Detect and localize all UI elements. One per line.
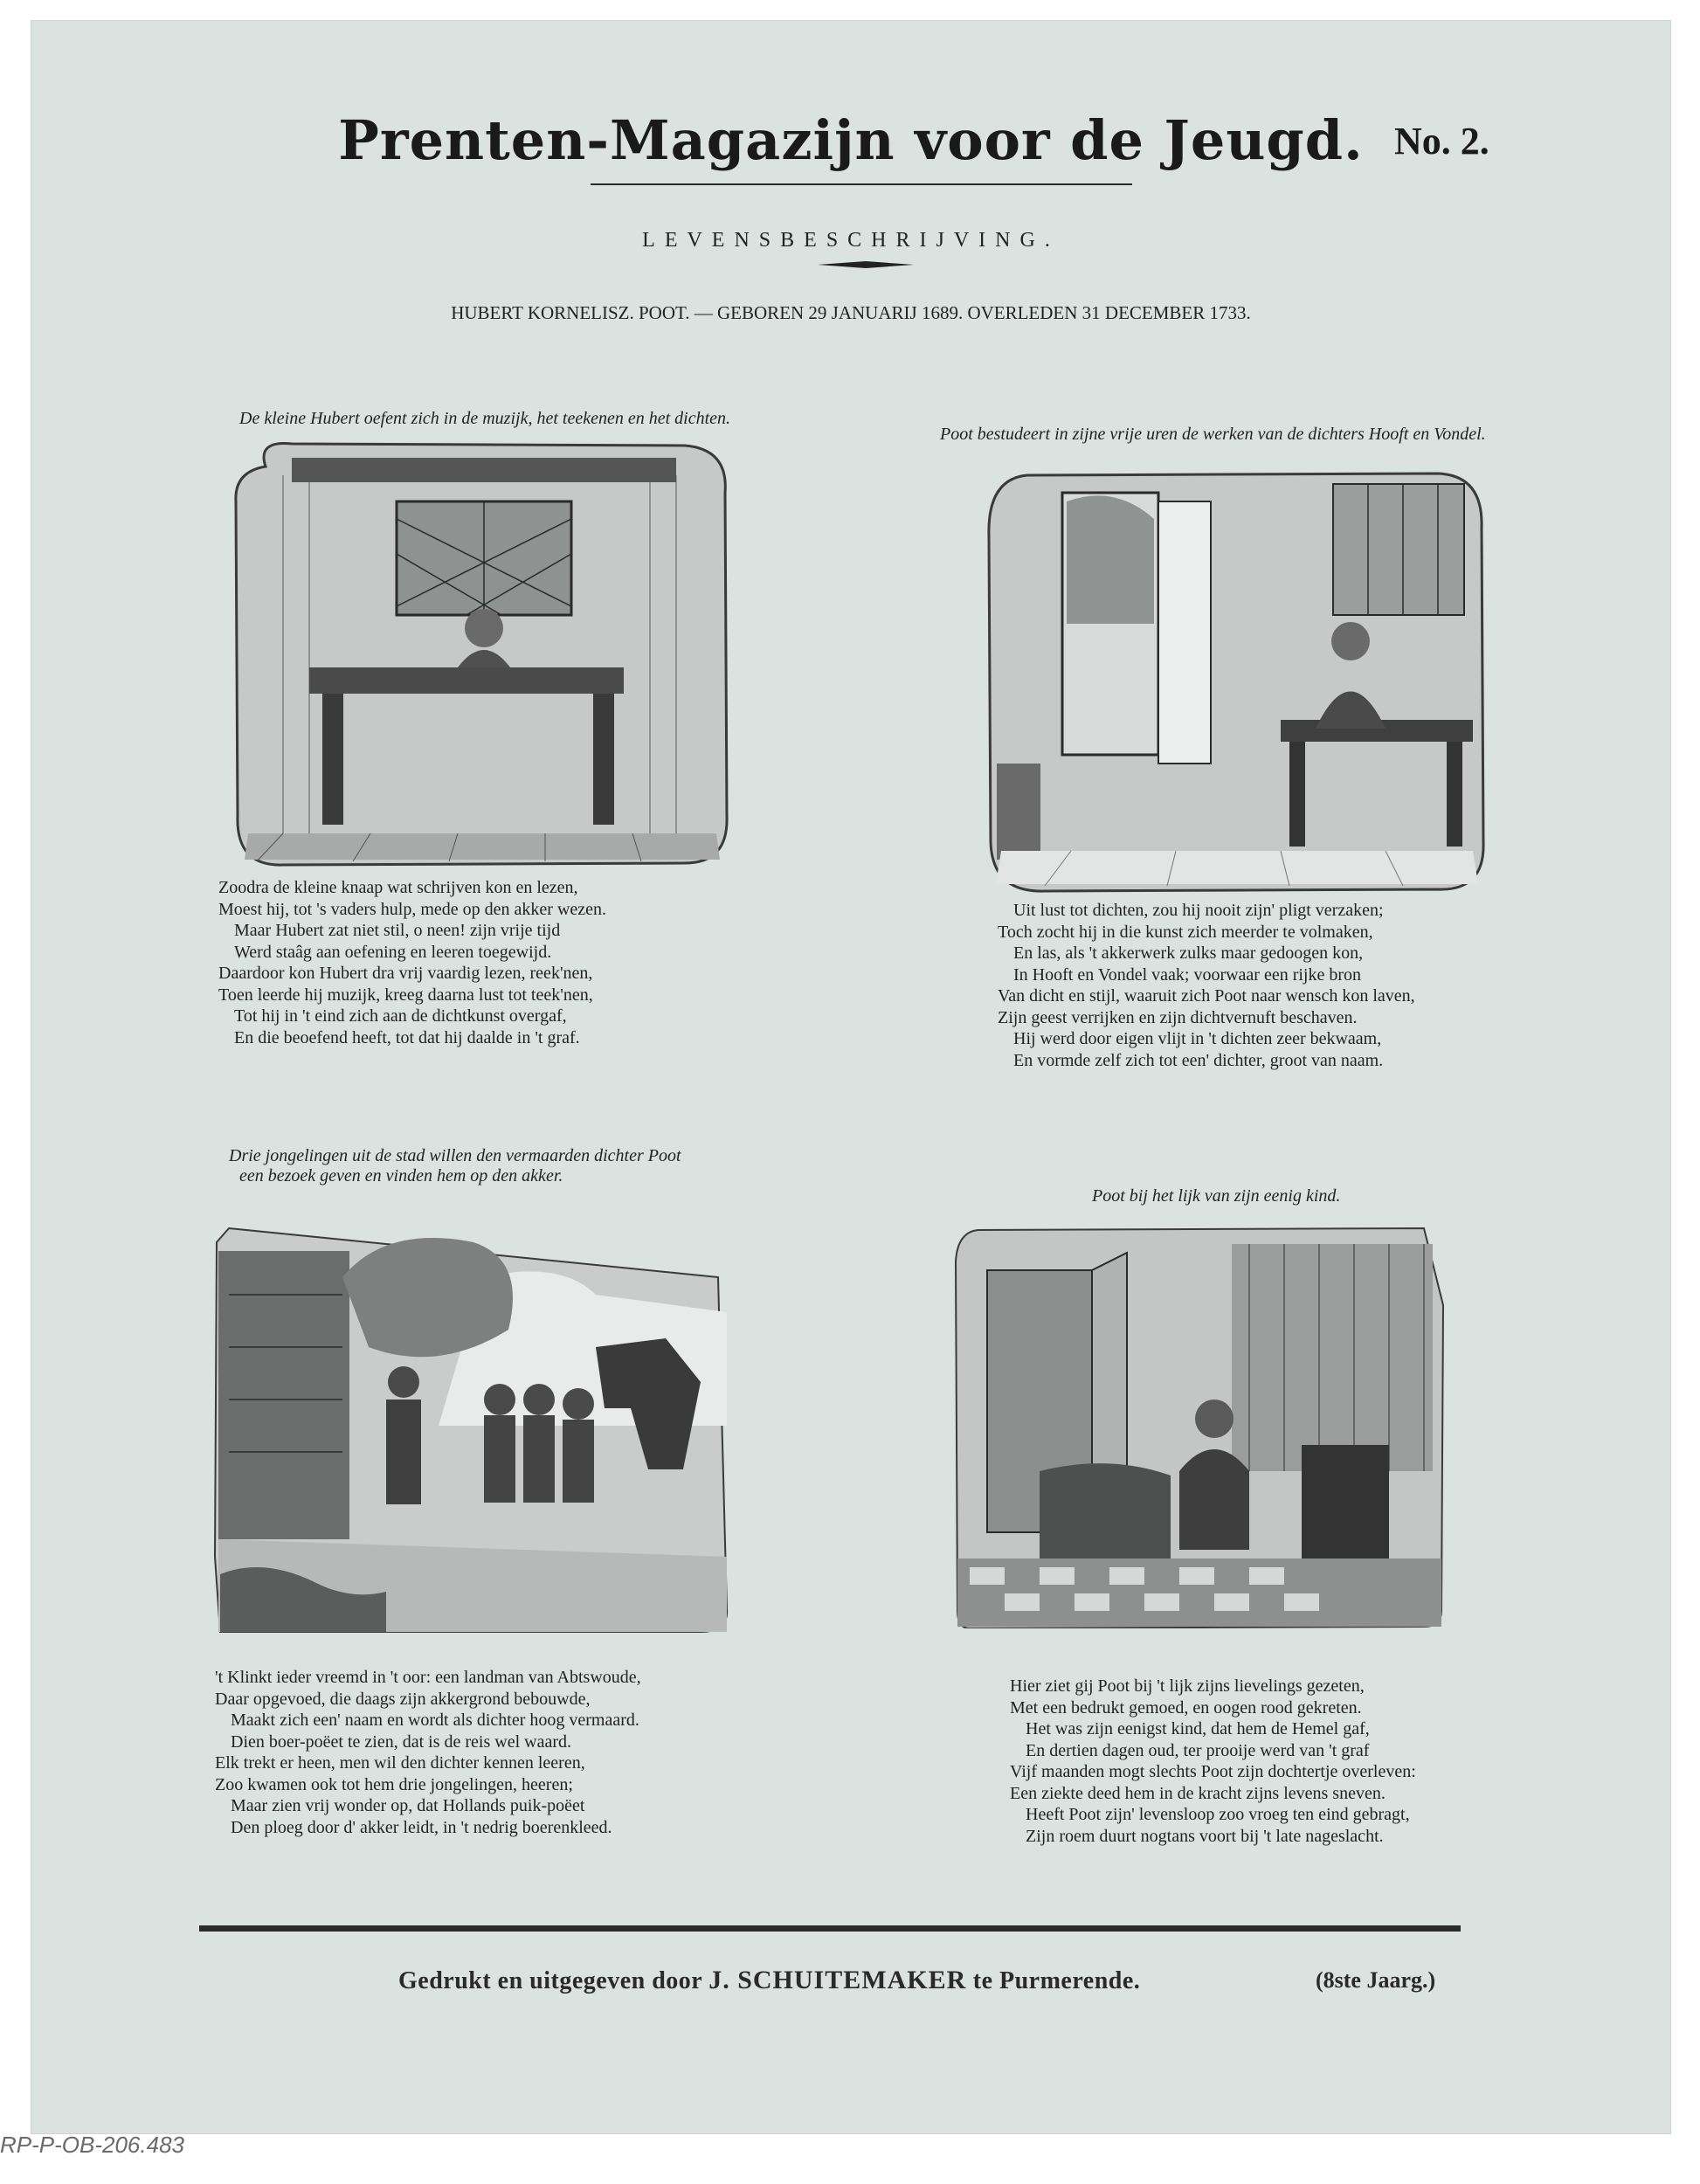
verse-line: Elk trekt er heen, men wil den dichter kennen leeren, (215, 1753, 585, 1773)
panel-4-verse (1010, 1676, 1416, 1847)
verse-line: Hij werd door eigen vlijt in 't dichten zeer bekwaam, (1013, 1029, 1382, 1048)
printer-name: J. SCHUITEMAKER (708, 1966, 967, 1994)
verse-line: Zoodra de kleine knaap wat schrijven kon en lezen, (218, 878, 578, 897)
printer-place: te Purmerende. (972, 1967, 1141, 1994)
panel-1-verse (218, 877, 606, 1048)
verse-line: En dertien dagen oud, ter prooije werd van 't graf (1026, 1740, 1370, 1760)
panel-2-verse (998, 900, 1415, 1071)
verse-line: Tot hij in 't eind zich aan de dichtkunst overgaf, (234, 1006, 567, 1026)
printer-credit (398, 1966, 1140, 1995)
panel-1-illustration (231, 440, 734, 868)
panel-3-verse (215, 1667, 641, 1838)
printer-prefix: Gedrukt en uitgegeven door (398, 1967, 702, 1994)
section-heading: LEVENSBESCHRIJVING. (642, 229, 1060, 252)
verse-line: Uit lust tot dichten, zou hij nooit zijn' pligt verzaken; (1013, 901, 1384, 920)
verse-line: Den ploeg door d' akker leidt, in 't nedrig boerenkleed. (231, 1817, 612, 1837)
verse-line: Werd staâg aan oefening en leeren toegewijd. (234, 942, 552, 962)
panel-3-caption (229, 1146, 788, 1186)
verse-line: Zoo kwamen ook tot hem drie jongelingen, heeren; (215, 1774, 573, 1794)
caption-line: een bezoek geven en vinden hem op den akker. (239, 1166, 563, 1185)
verse-line: Zijn roem duurt nogtans voort bij 't late nageslacht. (1026, 1826, 1384, 1846)
caption-line: Drie jongelingen uit de stad willen den vermaarden dichter Poot (229, 1146, 681, 1165)
verse-line: Maar Hubert zat niet stil, o neen! zijn vrije tijd (234, 921, 561, 940)
panel-2-caption: Poot bestudeert in zijne vrije uren de werken van de dichters Hooft en Vondel. (940, 425, 1486, 444)
verse-line: 't Klinkt ieder vreemd in 't oor: een landman van Abtswoude, (215, 1668, 641, 1687)
verse-line: Zijn geest verrijken en zijn dichtvernuft beschaven. (998, 1007, 1358, 1027)
verse-line: Toen leerde hij muzijk, kreeg daarna lust tot teek'nen, (218, 985, 593, 1005)
verse-line: Heeft Poot zijn' levensloop zoo vroeg ten eind gebragt, (1026, 1805, 1410, 1824)
volume-year: (8ste Jaarg.) (1316, 1967, 1436, 1993)
biography-line: HUBERT KORNELISZ. POOT. — GEBOREN 29 JANUARIJ 1689. OVERLEDEN 31 DECEMBER 1733. (451, 302, 1251, 323)
print-sheet (31, 21, 1670, 2133)
verse-line: Van dicht en stijl, waaruit zich Poot naar wensch kon laven, (998, 986, 1415, 1006)
verse-line: En vormde zelf zich tot een' dichter, groot van naam. (1013, 1050, 1384, 1070)
verse-line: Toch zocht hij in die kunst zich meerder te volmaken, (998, 922, 1373, 942)
inventory-number: RP-P-OB-206.483 (0, 2132, 184, 2158)
verse-line: Dien boer-poëet te zien, dat is de reis wel waard. (231, 1731, 571, 1752)
issue-number: No. 2. (1394, 120, 1489, 162)
panel-4-illustration (952, 1227, 1447, 1628)
magazine-title: Prenten-Magazijn voor de Jeugd. (338, 108, 1364, 172)
verse-line: Maar zien vrij wonder op, dat Hollands puik-poëet (231, 1796, 585, 1815)
panel-3-illustration (211, 1225, 736, 1635)
ornament-divider (818, 257, 914, 264)
verse-line: Het was zijn eenigst kind, dat hem de Hemel gaf, (1026, 1719, 1370, 1738)
verse-line: Moest hij, tot 's vaders hulp, mede op den akker wezen. (218, 899, 607, 919)
panel-1-caption: De kleine Hubert oefent zich in de muzijk, het teekenen en het dichten. (239, 409, 731, 428)
panel-2-illustration (984, 467, 1490, 895)
title-rule (591, 183, 1132, 185)
verse-line: En las, als 't akkerwerk zulks maar gedoogen kon, (1013, 943, 1364, 963)
verse-line: Vijf maanden mogt slechts Poot zijn dochtertje overleven: (1010, 1762, 1416, 1781)
verse-line: Een ziekte deed hem in de kracht zijns levens sneven. (1010, 1783, 1386, 1803)
footer-rule (199, 1925, 1461, 1932)
verse-line: Hier ziet gij Poot bij 't lijk zijns lievelings gezeten, (1010, 1676, 1365, 1696)
panel-4-caption: Poot bij het lijk van zijn eenig kind. (1092, 1186, 1341, 1206)
verse-line: Met een bedrukt gemoed, en oogen rood gekreten. (1010, 1697, 1362, 1717)
verse-line: In Hooft en Vondel vaak; voorwaar een rijke bron (1013, 964, 1362, 985)
verse-line: Maakt zich een' naam en wordt als dichter hoog vermaard. (231, 1711, 639, 1730)
verse-line: En die beoefend heeft, tot dat hij daalde in 't graf. (234, 1027, 580, 1047)
verse-line: Daardoor kon Hubert dra vrij vaardig lezen, reek'nen, (218, 964, 593, 983)
verse-line: Daar opgevoed, die daags zijn akkergrond bebouwde, (215, 1689, 591, 1709)
